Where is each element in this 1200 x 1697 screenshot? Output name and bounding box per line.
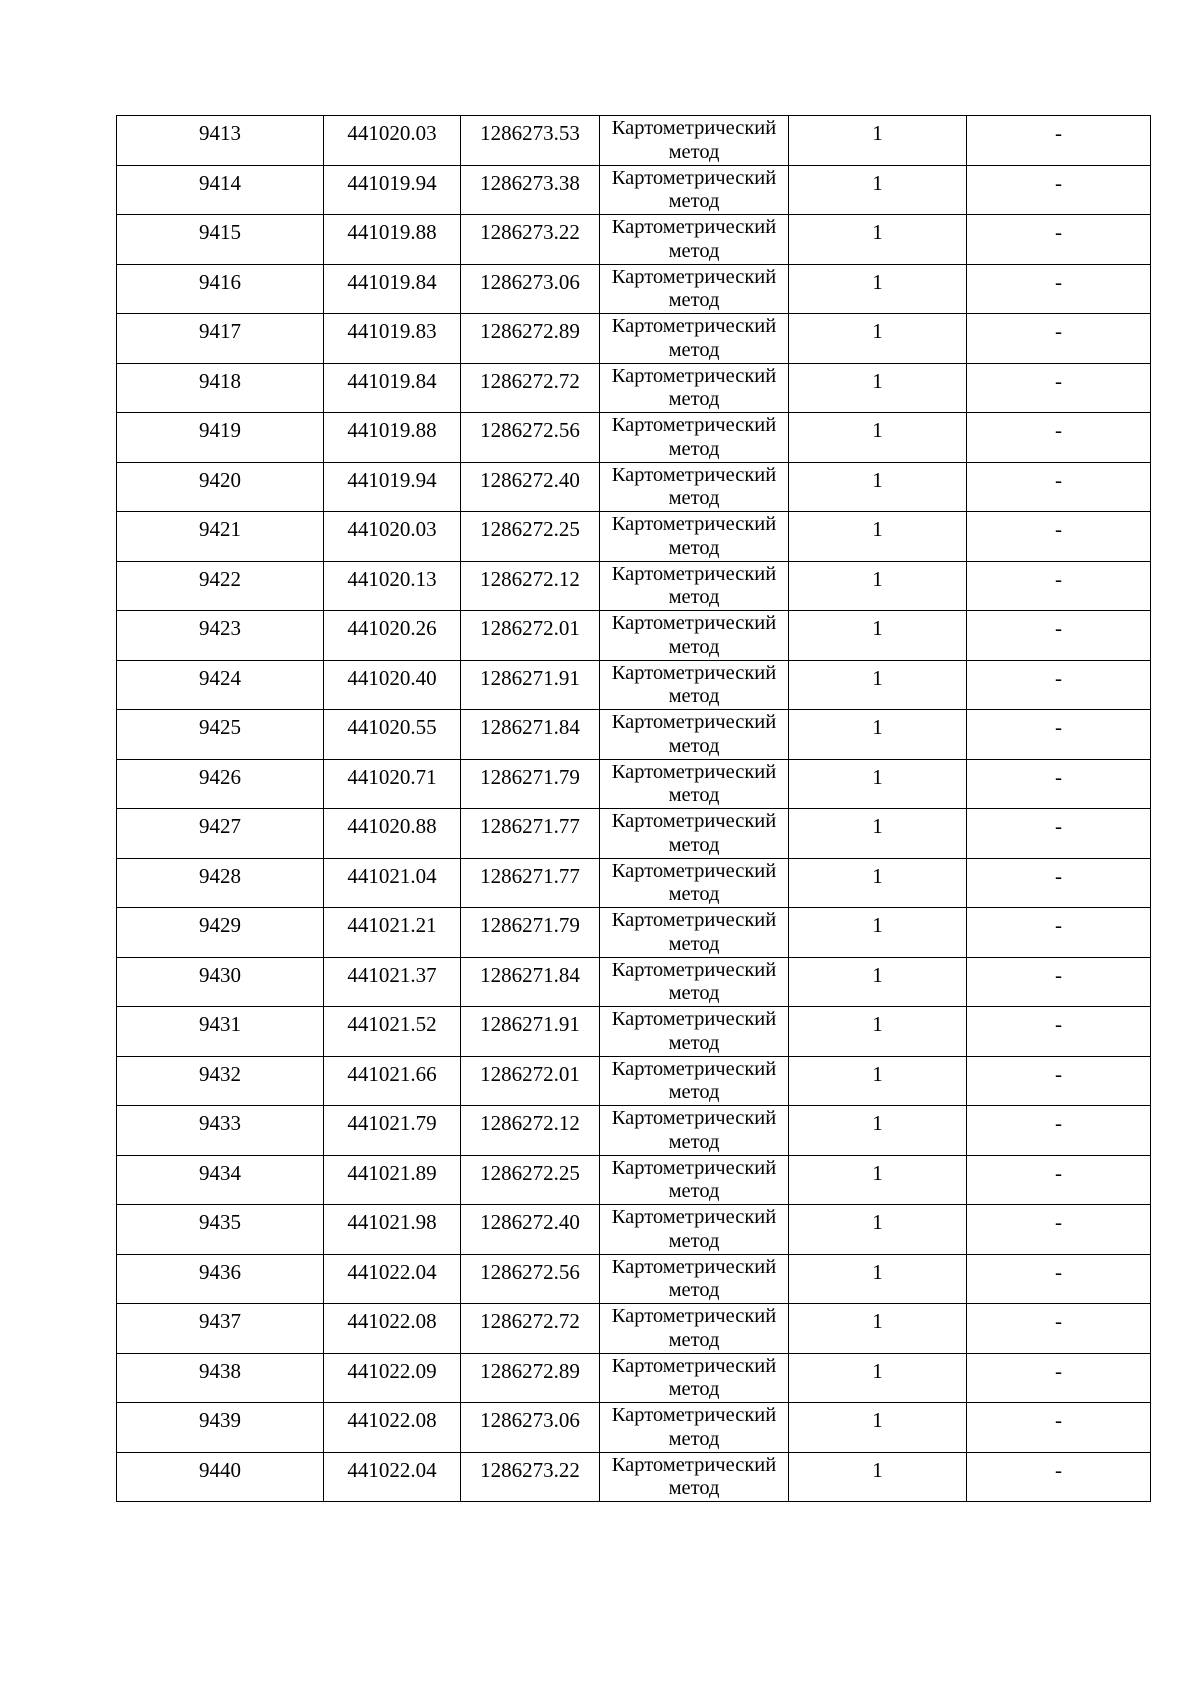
y-coordinate-cell: 1286271.79 [461, 908, 600, 958]
y-coordinate-cell: 1286272.40 [461, 1205, 600, 1255]
point-number-cell: 9431 [117, 1007, 324, 1057]
note-cell: - [967, 165, 1151, 215]
method-line2-text: метод [668, 1180, 720, 1202]
method-cell [600, 462, 789, 512]
method-line2-text: метод [668, 982, 720, 1004]
method-line2-text: метод [668, 289, 720, 311]
note-cell: - [967, 1254, 1151, 1304]
x-coordinate-cell: 441021.37 [324, 957, 461, 1007]
method-line1-text: Картометрический [611, 661, 777, 684]
method-cell [600, 561, 789, 611]
note-cell: - [967, 908, 1151, 958]
note-cell: - [967, 512, 1151, 562]
method-line1-text: Картометрический [611, 612, 777, 634]
table-row [117, 561, 1151, 611]
precision-cell: 1 [789, 660, 967, 710]
point-number-cell: 9421 [117, 512, 324, 562]
method-cell [600, 314, 789, 364]
x-coordinate-cell: 441020.03 [324, 116, 461, 166]
precision-cell: 1 [789, 1403, 967, 1453]
precision-cell: 1 [789, 611, 967, 661]
method-cell [600, 1155, 789, 1205]
method-cell [600, 809, 789, 859]
note-cell: - [967, 809, 1151, 859]
x-coordinate-cell: 441021.52 [324, 1007, 461, 1057]
y-coordinate-cell: 1286271.77 [461, 809, 600, 859]
y-coordinate-cell: 1286272.25 [461, 512, 600, 562]
method-line2-text: метод [668, 140, 720, 163]
table-row [117, 215, 1151, 265]
table-row [117, 1056, 1151, 1106]
method-line1-text: Картометрический [611, 117, 777, 139]
note-cell: - [967, 363, 1151, 413]
table-row [117, 165, 1151, 215]
note-cell: - [967, 1106, 1151, 1156]
point-number-cell: 9434 [117, 1155, 324, 1205]
table-row [117, 1106, 1151, 1156]
point-number-cell: 9427 [117, 809, 324, 859]
x-coordinate-cell: 441019.84 [324, 363, 461, 413]
coordinates-table-body [117, 116, 1151, 1502]
point-number-cell: 9415 [117, 215, 324, 265]
point-number-cell: 9426 [117, 759, 324, 809]
precision-cell: 1 [789, 1007, 967, 1057]
note-cell: - [967, 1304, 1151, 1354]
method-cell [600, 1056, 789, 1106]
x-coordinate-cell: 441019.84 [324, 264, 461, 314]
x-coordinate-cell: 441022.04 [324, 1254, 461, 1304]
x-coordinate-cell: 441020.40 [324, 660, 461, 710]
method-line1-text: Картометрический [611, 166, 777, 189]
method-line1-text: Картометрический [611, 760, 777, 783]
method-line2-text: метод [668, 388, 720, 410]
method-line2-text: метод [668, 1279, 720, 1301]
precision-cell: 1 [789, 1106, 967, 1156]
note-cell: - [967, 215, 1151, 265]
method-cell [600, 1106, 789, 1156]
y-coordinate-cell: 1286273.06 [461, 1403, 600, 1453]
x-coordinate-cell: 441020.13 [324, 561, 461, 611]
y-coordinate-cell: 1286273.22 [461, 215, 600, 265]
table-row [117, 1155, 1151, 1205]
method-line2-text: метод [668, 437, 720, 460]
method-line1-text: Картометрический [611, 1404, 777, 1426]
table-row [117, 314, 1151, 364]
note-cell: - [967, 413, 1151, 463]
method-line2-text: метод [668, 1229, 720, 1252]
y-coordinate-cell: 1286272.40 [461, 462, 600, 512]
point-number-cell: 9436 [117, 1254, 324, 1304]
table-row [117, 1353, 1151, 1403]
precision-cell: 1 [789, 116, 967, 166]
precision-cell: 1 [789, 1452, 967, 1502]
x-coordinate-cell: 441021.21 [324, 908, 461, 958]
table-row [117, 1403, 1151, 1453]
table-row [117, 908, 1151, 958]
method-line1-text: Картометрический [611, 958, 777, 981]
y-coordinate-cell: 1286271.91 [461, 660, 600, 710]
method-cell [600, 512, 789, 562]
method-line1-text: Картометрический [611, 1107, 777, 1129]
method-cell [600, 611, 789, 661]
note-cell: - [967, 1205, 1151, 1255]
point-number-cell: 9432 [117, 1056, 324, 1106]
x-coordinate-cell: 441022.08 [324, 1304, 461, 1354]
note-cell: - [967, 314, 1151, 364]
x-coordinate-cell: 441020.71 [324, 759, 461, 809]
method-line1-text: Картометрический [611, 1305, 777, 1327]
method-cell [600, 1205, 789, 1255]
method-line1-text: Картометрический [611, 1453, 777, 1476]
note-cell: - [967, 1452, 1151, 1502]
method-cell [600, 413, 789, 463]
y-coordinate-cell: 1286271.79 [461, 759, 600, 809]
y-coordinate-cell: 1286272.89 [461, 314, 600, 364]
method-cell [600, 1304, 789, 1354]
point-number-cell: 9419 [117, 413, 324, 463]
precision-cell: 1 [789, 908, 967, 958]
table-row [117, 1304, 1151, 1354]
point-number-cell: 9418 [117, 363, 324, 413]
x-coordinate-cell: 441021.89 [324, 1155, 461, 1205]
table-row [117, 759, 1151, 809]
precision-cell: 1 [789, 710, 967, 760]
y-coordinate-cell: 1286272.25 [461, 1155, 600, 1205]
point-number-cell: 9424 [117, 660, 324, 710]
precision-cell: 1 [789, 413, 967, 463]
y-coordinate-cell: 1286271.84 [461, 710, 600, 760]
method-line2-text: метод [668, 1130, 720, 1153]
y-coordinate-cell: 1286273.22 [461, 1452, 600, 1502]
x-coordinate-cell: 441021.98 [324, 1205, 461, 1255]
note-cell: - [967, 561, 1151, 611]
x-coordinate-cell: 441019.88 [324, 413, 461, 463]
method-cell [600, 1007, 789, 1057]
y-coordinate-cell: 1286271.77 [461, 858, 600, 908]
method-line2-text: метод [668, 1477, 720, 1499]
x-coordinate-cell: 441019.94 [324, 462, 461, 512]
table-row [117, 611, 1151, 661]
point-number-cell: 9430 [117, 957, 324, 1007]
precision-cell: 1 [789, 1304, 967, 1354]
method-line1-text: Картометрический [611, 364, 777, 387]
note-cell: - [967, 1155, 1151, 1205]
method-line2-text: метод [668, 1031, 720, 1054]
x-coordinate-cell: 441020.26 [324, 611, 461, 661]
point-number-cell: 9438 [117, 1353, 324, 1403]
y-coordinate-cell: 1286271.84 [461, 957, 600, 1007]
method-line1-text: Картометрический [611, 1206, 777, 1228]
note-cell: - [967, 1007, 1151, 1057]
y-coordinate-cell: 1286272.01 [461, 611, 600, 661]
point-number-cell: 9423 [117, 611, 324, 661]
method-line1-text: Картометрический [611, 414, 777, 436]
y-coordinate-cell: 1286272.12 [461, 1106, 600, 1156]
precision-cell: 1 [789, 363, 967, 413]
table-row [117, 710, 1151, 760]
precision-cell: 1 [789, 561, 967, 611]
point-number-cell: 9433 [117, 1106, 324, 1156]
method-line1-text: Картометрический [611, 315, 777, 337]
method-line2-text: метод [668, 883, 720, 905]
table-row [117, 809, 1151, 859]
precision-cell: 1 [789, 215, 967, 265]
method-line1-text: Картометрический [611, 1255, 777, 1278]
method-line2-text: метод [668, 635, 720, 658]
point-number-cell: 9420 [117, 462, 324, 512]
precision-cell: 1 [789, 165, 967, 215]
point-number-cell: 9435 [117, 1205, 324, 1255]
point-number-cell: 9439 [117, 1403, 324, 1453]
method-cell [600, 957, 789, 1007]
method-line2-text: метод [668, 190, 720, 212]
method-line1-text: Картометрический [611, 1354, 777, 1377]
x-coordinate-cell: 441021.66 [324, 1056, 461, 1106]
y-coordinate-cell: 1286273.06 [461, 264, 600, 314]
method-line2-text: метод [668, 536, 720, 559]
method-cell [600, 759, 789, 809]
note-cell: - [967, 116, 1151, 166]
table-row [117, 1452, 1151, 1502]
x-coordinate-cell: 441021.04 [324, 858, 461, 908]
table-row [117, 264, 1151, 314]
point-number-cell: 9440 [117, 1452, 324, 1502]
point-number-cell: 9422 [117, 561, 324, 611]
method-cell [600, 858, 789, 908]
precision-cell: 1 [789, 512, 967, 562]
x-coordinate-cell: 441022.08 [324, 1403, 461, 1453]
method-cell [600, 908, 789, 958]
note-cell: - [967, 1403, 1151, 1453]
y-coordinate-cell: 1286272.01 [461, 1056, 600, 1106]
note-cell: - [967, 1353, 1151, 1403]
y-coordinate-cell: 1286272.72 [461, 1304, 600, 1354]
x-coordinate-cell: 441019.94 [324, 165, 461, 215]
note-cell: - [967, 611, 1151, 661]
table-row [117, 858, 1151, 908]
precision-cell: 1 [789, 314, 967, 364]
x-coordinate-cell: 441019.88 [324, 215, 461, 265]
method-line1-text: Картометрический [611, 909, 777, 931]
note-cell: - [967, 264, 1151, 314]
method-line1-text: Картометрический [611, 513, 777, 535]
table-row [117, 512, 1151, 562]
point-number-cell: 9413 [117, 116, 324, 166]
point-number-cell: 9428 [117, 858, 324, 908]
method-line1-text: Картометрический [611, 1008, 777, 1030]
note-cell: - [967, 858, 1151, 908]
method-line1-text: Картометрический [611, 562, 777, 585]
point-number-cell: 9416 [117, 264, 324, 314]
precision-cell: 1 [789, 264, 967, 314]
x-coordinate-cell: 441020.03 [324, 512, 461, 562]
table-row [117, 1205, 1151, 1255]
note-cell: - [967, 462, 1151, 512]
table-row [117, 1007, 1151, 1057]
method-cell [600, 710, 789, 760]
method-cell [600, 215, 789, 265]
method-line2-text: метод [668, 1328, 720, 1351]
precision-cell: 1 [789, 957, 967, 1007]
precision-cell: 1 [789, 1056, 967, 1106]
method-line1-text: Картометрический [611, 216, 777, 238]
method-line1-text: Картометрический [611, 1057, 777, 1080]
method-cell [600, 116, 789, 166]
method-line1-text: Картометрический [611, 265, 777, 288]
method-cell [600, 264, 789, 314]
y-coordinate-cell: 1286272.72 [461, 363, 600, 413]
method-line2-text: метод [668, 586, 720, 608]
note-cell: - [967, 710, 1151, 760]
precision-cell: 1 [789, 1254, 967, 1304]
y-coordinate-cell: 1286273.38 [461, 165, 600, 215]
precision-cell: 1 [789, 809, 967, 859]
y-coordinate-cell: 1286272.56 [461, 1254, 600, 1304]
table-row [117, 957, 1151, 1007]
x-coordinate-cell: 441019.83 [324, 314, 461, 364]
point-number-cell: 9425 [117, 710, 324, 760]
y-coordinate-cell: 1286272.89 [461, 1353, 600, 1403]
method-line1-text: Картометрический [611, 711, 777, 733]
method-cell [600, 1254, 789, 1304]
precision-cell: 1 [789, 462, 967, 512]
note-cell: - [967, 957, 1151, 1007]
x-coordinate-cell: 441020.55 [324, 710, 461, 760]
method-line2-text: метод [668, 338, 720, 361]
table-row [117, 116, 1151, 166]
method-line1-text: Картометрический [611, 859, 777, 882]
method-line2-text: метод [668, 833, 720, 856]
method-line2-text: метод [668, 239, 720, 262]
table-row [117, 413, 1151, 463]
x-coordinate-cell: 441021.79 [324, 1106, 461, 1156]
method-line2-text: метод [668, 685, 720, 707]
method-cell [600, 363, 789, 413]
method-line2-text: метод [668, 734, 720, 757]
method-line2-text: метод [668, 1427, 720, 1450]
method-line1-text: Картометрический [611, 1156, 777, 1179]
precision-cell: 1 [789, 858, 967, 908]
method-cell [600, 165, 789, 215]
x-coordinate-cell: 441020.88 [324, 809, 461, 859]
method-cell [600, 1452, 789, 1502]
method-line1-text: Картометрический [611, 810, 777, 832]
method-cell [600, 1353, 789, 1403]
x-coordinate-cell: 441022.04 [324, 1452, 461, 1502]
y-coordinate-cell: 1286272.12 [461, 561, 600, 611]
method-line2-text: метод [668, 1378, 720, 1400]
y-coordinate-cell: 1286272.56 [461, 413, 600, 463]
note-cell: - [967, 660, 1151, 710]
method-cell [600, 660, 789, 710]
point-number-cell: 9429 [117, 908, 324, 958]
table-row [117, 363, 1151, 413]
precision-cell: 1 [789, 1353, 967, 1403]
method-cell [600, 1403, 789, 1453]
table-row [117, 1254, 1151, 1304]
note-cell: - [967, 759, 1151, 809]
point-number-cell: 9437 [117, 1304, 324, 1354]
point-number-cell: 9414 [117, 165, 324, 215]
precision-cell: 1 [789, 1155, 967, 1205]
coordinates-table [116, 115, 1151, 1502]
note-cell: - [967, 1056, 1151, 1106]
table-row [117, 660, 1151, 710]
method-line2-text: метод [668, 1081, 720, 1103]
method-line2-text: метод [668, 784, 720, 806]
y-coordinate-cell: 1286271.91 [461, 1007, 600, 1057]
precision-cell: 1 [789, 759, 967, 809]
table-row [117, 462, 1151, 512]
method-line1-text: Картометрический [611, 463, 777, 486]
method-line2-text: метод [668, 932, 720, 955]
precision-cell: 1 [789, 1205, 967, 1255]
x-coordinate-cell: 441022.09 [324, 1353, 461, 1403]
y-coordinate-cell: 1286273.53 [461, 116, 600, 166]
method-line2-text: метод [668, 487, 720, 509]
point-number-cell: 9417 [117, 314, 324, 364]
